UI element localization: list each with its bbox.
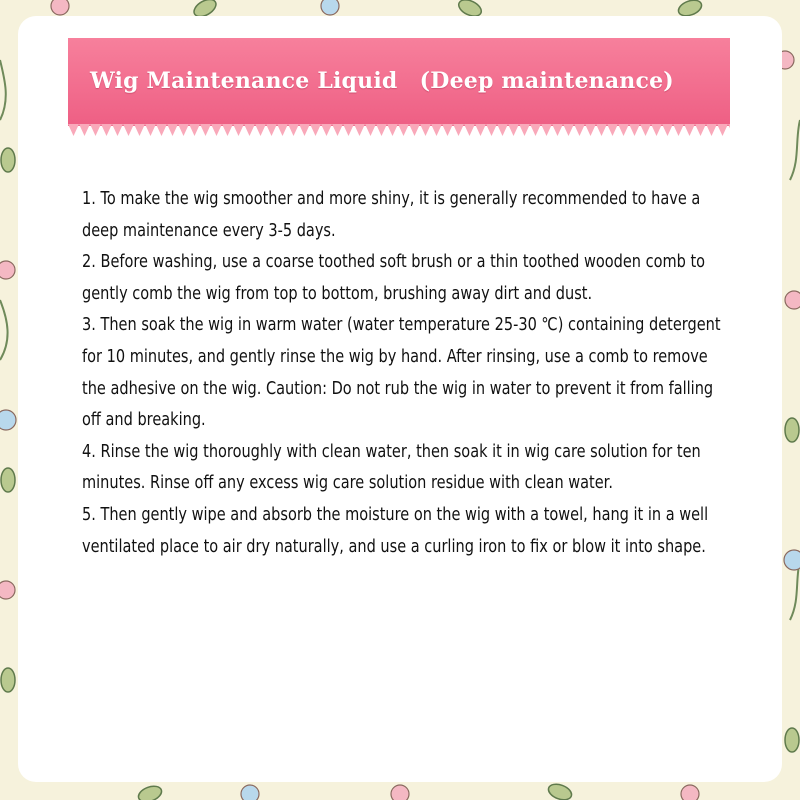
step-2: 2. Before washing, use a coarse toothed soft brush or a thin toothed wooden comb to gently comb the wig from top to bottom, brushing away dirt and dust. [82,252,706,304]
instructions [82,184,722,563]
step-1: 1. To make the wig smoother and more shiny, it is generally recommended to have a deep maintenance every 3-5 days. [82,189,701,241]
step-3: 3. Then soak the wig in warm water (water temperature 25-30 ℃) containing detergent for 10 minutes, and gently rinse the wig by hand. After rinsing, use a comb to remove the adhesive on the wig. Caution: Do not rub the wig in water to prevent it from falling off and breaking. [82,315,721,431]
title-banner [68,38,730,138]
step-4: 4. Rinse the wig thoroughly with clean water, then soak it in wig care solution for ten minutes. Rinse off any excess wig care solution residue with clean water. [82,441,701,494]
page-title: Wig Maintenance Liquid (Deep maintenance) [90,68,674,94]
step-5: 5. Then gently wipe and absorb the moisture on the wig with a towel, hang it in a well ventilated place to air dry naturally, and use a curling iron to fix or blow it into shape. [82,504,709,557]
